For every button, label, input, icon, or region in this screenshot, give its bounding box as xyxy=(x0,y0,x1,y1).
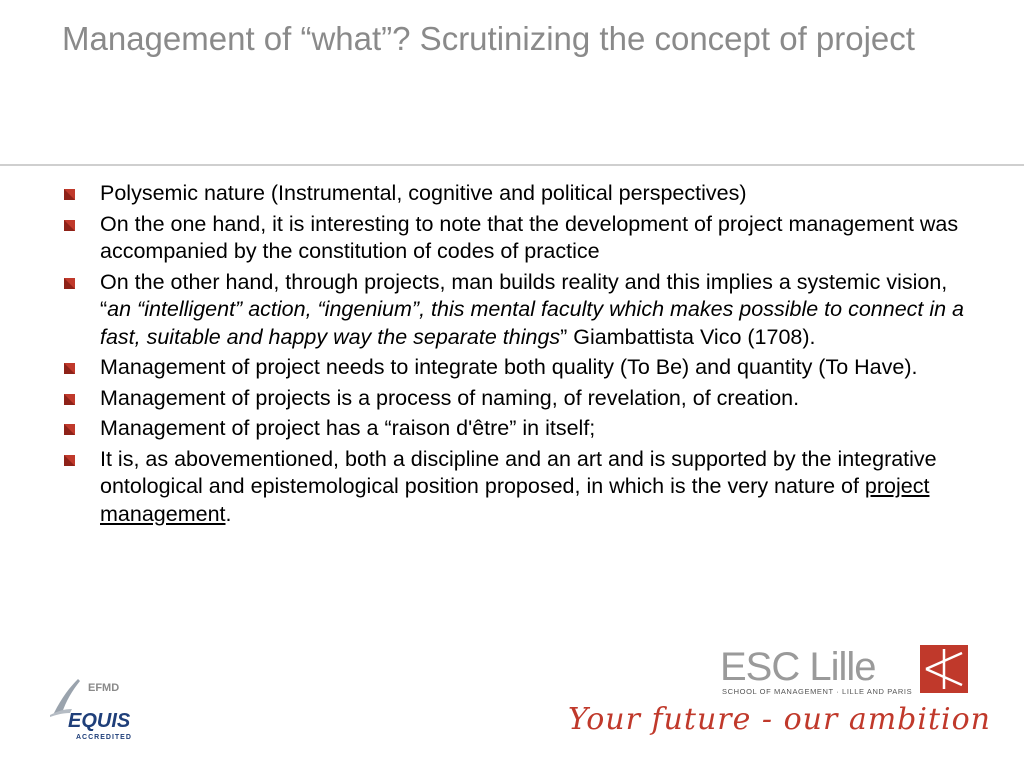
bullet-text-post: . xyxy=(225,501,232,526)
red-square-bullet-icon xyxy=(64,220,75,231)
bullet-item xyxy=(64,180,976,208)
red-square-bullet-icon xyxy=(64,455,75,466)
bullet-text: Polysemic nature (Instrumental, cognitive and political perspectives) xyxy=(100,181,747,205)
esc-lille-subtitle: SCHOOL OF MANAGEMENT · LILLE AND PARIS xyxy=(722,687,913,696)
title-divider xyxy=(0,164,1024,166)
bullet-text-pre: On the other hand, through projects, man builds reality and this implies a systemic vision, “ xyxy=(100,269,948,321)
bullet-item xyxy=(64,211,976,266)
slide-title: Management of “what”? Scrutinizing the concept of project xyxy=(62,20,915,57)
bullet-text: On the one hand, it is interesting to note that the development of project management was accompanied by the constitution of codes of practice xyxy=(100,211,959,263)
bullet-item xyxy=(64,415,976,443)
red-square-bullet-icon xyxy=(64,394,75,405)
project-management-link[interactable]: project management xyxy=(100,474,930,526)
equis-text: EQUIS xyxy=(68,710,131,732)
accredited-text: ACCREDITED xyxy=(76,734,132,741)
bullet-text: Management of projects is a process of naming, of revelation, of creation. xyxy=(100,385,800,410)
red-square-bullet-icon xyxy=(64,363,75,374)
efmd-equis-logo xyxy=(48,675,158,745)
slogan: Your future - our ambition xyxy=(568,702,991,737)
bullet-text: Management of project has a “raison d'être” in itself; xyxy=(100,416,596,440)
red-square-bullet-icon xyxy=(64,278,75,289)
red-square-bullet-icon xyxy=(64,189,75,200)
bullet-text: Management of project needs to integrate both quality (To Be) and quantity (To Have). xyxy=(100,355,918,379)
bullet-item xyxy=(64,354,976,382)
bullet-item xyxy=(64,269,976,352)
bullet-text-pre: It is, as abovementioned, both a discipline and an art and is supported by the integrative ontological and epistemological position proposed, in which is the very nature of xyxy=(100,446,937,498)
vico-quote: an “intelligent” action, “ingenium”, this mental faculty which makes possible to connect in a fast, suitable and happy way the separate things xyxy=(100,297,965,349)
bullet-item xyxy=(64,385,976,413)
esc-lille-flag-icon xyxy=(920,645,968,693)
efmd-text: EFMD xyxy=(88,682,120,694)
bullet-text-post: ” Giambattista Vico (1708). xyxy=(560,324,816,349)
bullet-item xyxy=(64,446,976,529)
bullet-list xyxy=(64,180,976,531)
red-square-bullet-icon xyxy=(64,424,75,435)
esc-lille-logo xyxy=(720,645,970,705)
esc-lille-name: ESC Lille xyxy=(720,645,876,689)
